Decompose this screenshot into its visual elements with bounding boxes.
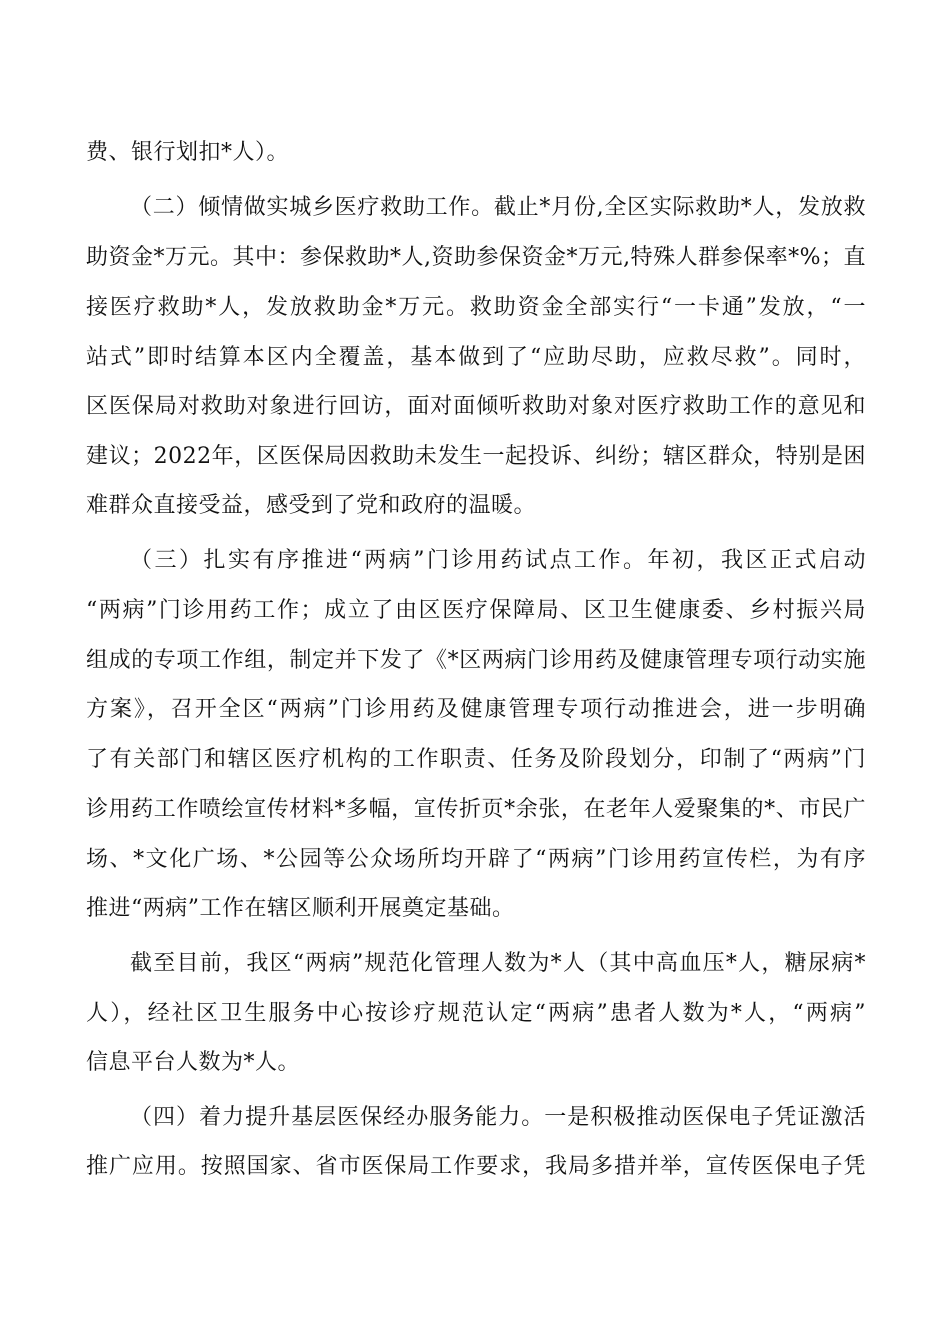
paragraph-3-line-2: “两病”门诊用药工作；成立了由区医疗保障局、区卫生健康委、乡村振兴局: [86, 598, 866, 623]
paragraph-2-line-3: 接医疗救助*人，发放救助金*万元。救助资金全部实行“一卡通”发放，“一: [86, 295, 866, 320]
paragraph-3-line-5: 了有关部门和辖区医疗机构的工作职责、任务及阶段划分，印制了“两病”门: [86, 747, 866, 772]
paragraph-4-line-3: 信息平台人数为*人。: [86, 1050, 301, 1075]
paragraph-3-line-7: 场、*文化广场、*公园等公众场所均开辟了“两病”门诊用药宣传栏，为有序: [86, 847, 866, 872]
paragraph-3-line-8: 推进“两病”工作在辖区顺利开展奠定基础。: [86, 896, 515, 921]
paragraph-4-line-1: 截至目前，我区“两病”规范化管理人数为*人（其中高血压*人，糖尿病*: [130, 951, 866, 976]
paragraph-2-line-7: 难群众直接受益，感受到了党和政府的温暖。: [86, 493, 537, 518]
paragraph-4-line-2: 人），经社区卫生服务中心按诊疗规范认定“两病”患者人数为*人，“两病”: [86, 1001, 866, 1026]
paragraph-5-line-1: （四）着力提升基层医保经办服务能力。一是积极推动医保电子凭证激活: [130, 1105, 866, 1130]
paragraph-2-line-1: （二）倾情做实城乡医疗救助工作。截止*月份,全区实际救助*人，发放救: [130, 195, 866, 220]
paragraph-2-line-6: 建议；2022年，区医保局因救助未发生一起投诉、纠纷；辖区群众，特别是困: [86, 444, 866, 469]
paragraph-3-line-6: 诊用药工作喷绘宣传材料*多幅，宣传折页*余张，在老年人爱聚集的*、市民广: [86, 797, 866, 822]
paragraph-2-line-4: 站式”即时结算本区内全覆盖，基本做到了“应助尽助，应救尽救”。同时，: [86, 345, 866, 370]
paragraph-5-line-2: 推广应用。按照国家、省市医保局工作要求，我局多措并举，宣传医保电子凭: [86, 1154, 866, 1179]
paragraph-3-line-4: 方案》，召开全区“两病”门诊用药及健康管理专项行动推进会，进一步明确: [86, 697, 866, 722]
paragraph-3-line-3: 组成的专项工作组，制定并下发了《*区两病门诊用药及健康管理专项行动实施: [86, 648, 866, 673]
paragraph-3-line-1: （三）扎实有序推进“两病”门诊用药试点工作。年初，我区正式启动: [130, 548, 866, 573]
paragraph-2-line-5: 区医保局对救助对象进行回访，面对面倾听救助对象对医疗救助工作的意见和: [86, 394, 866, 419]
paragraph-2-line-2: 助资金*万元。其中：参保救助*人,资助参保资金*万元,特殊人群参保率*%；直: [86, 245, 866, 270]
paragraph-1-line-1: 费、银行划扣*人）。: [86, 140, 290, 165]
